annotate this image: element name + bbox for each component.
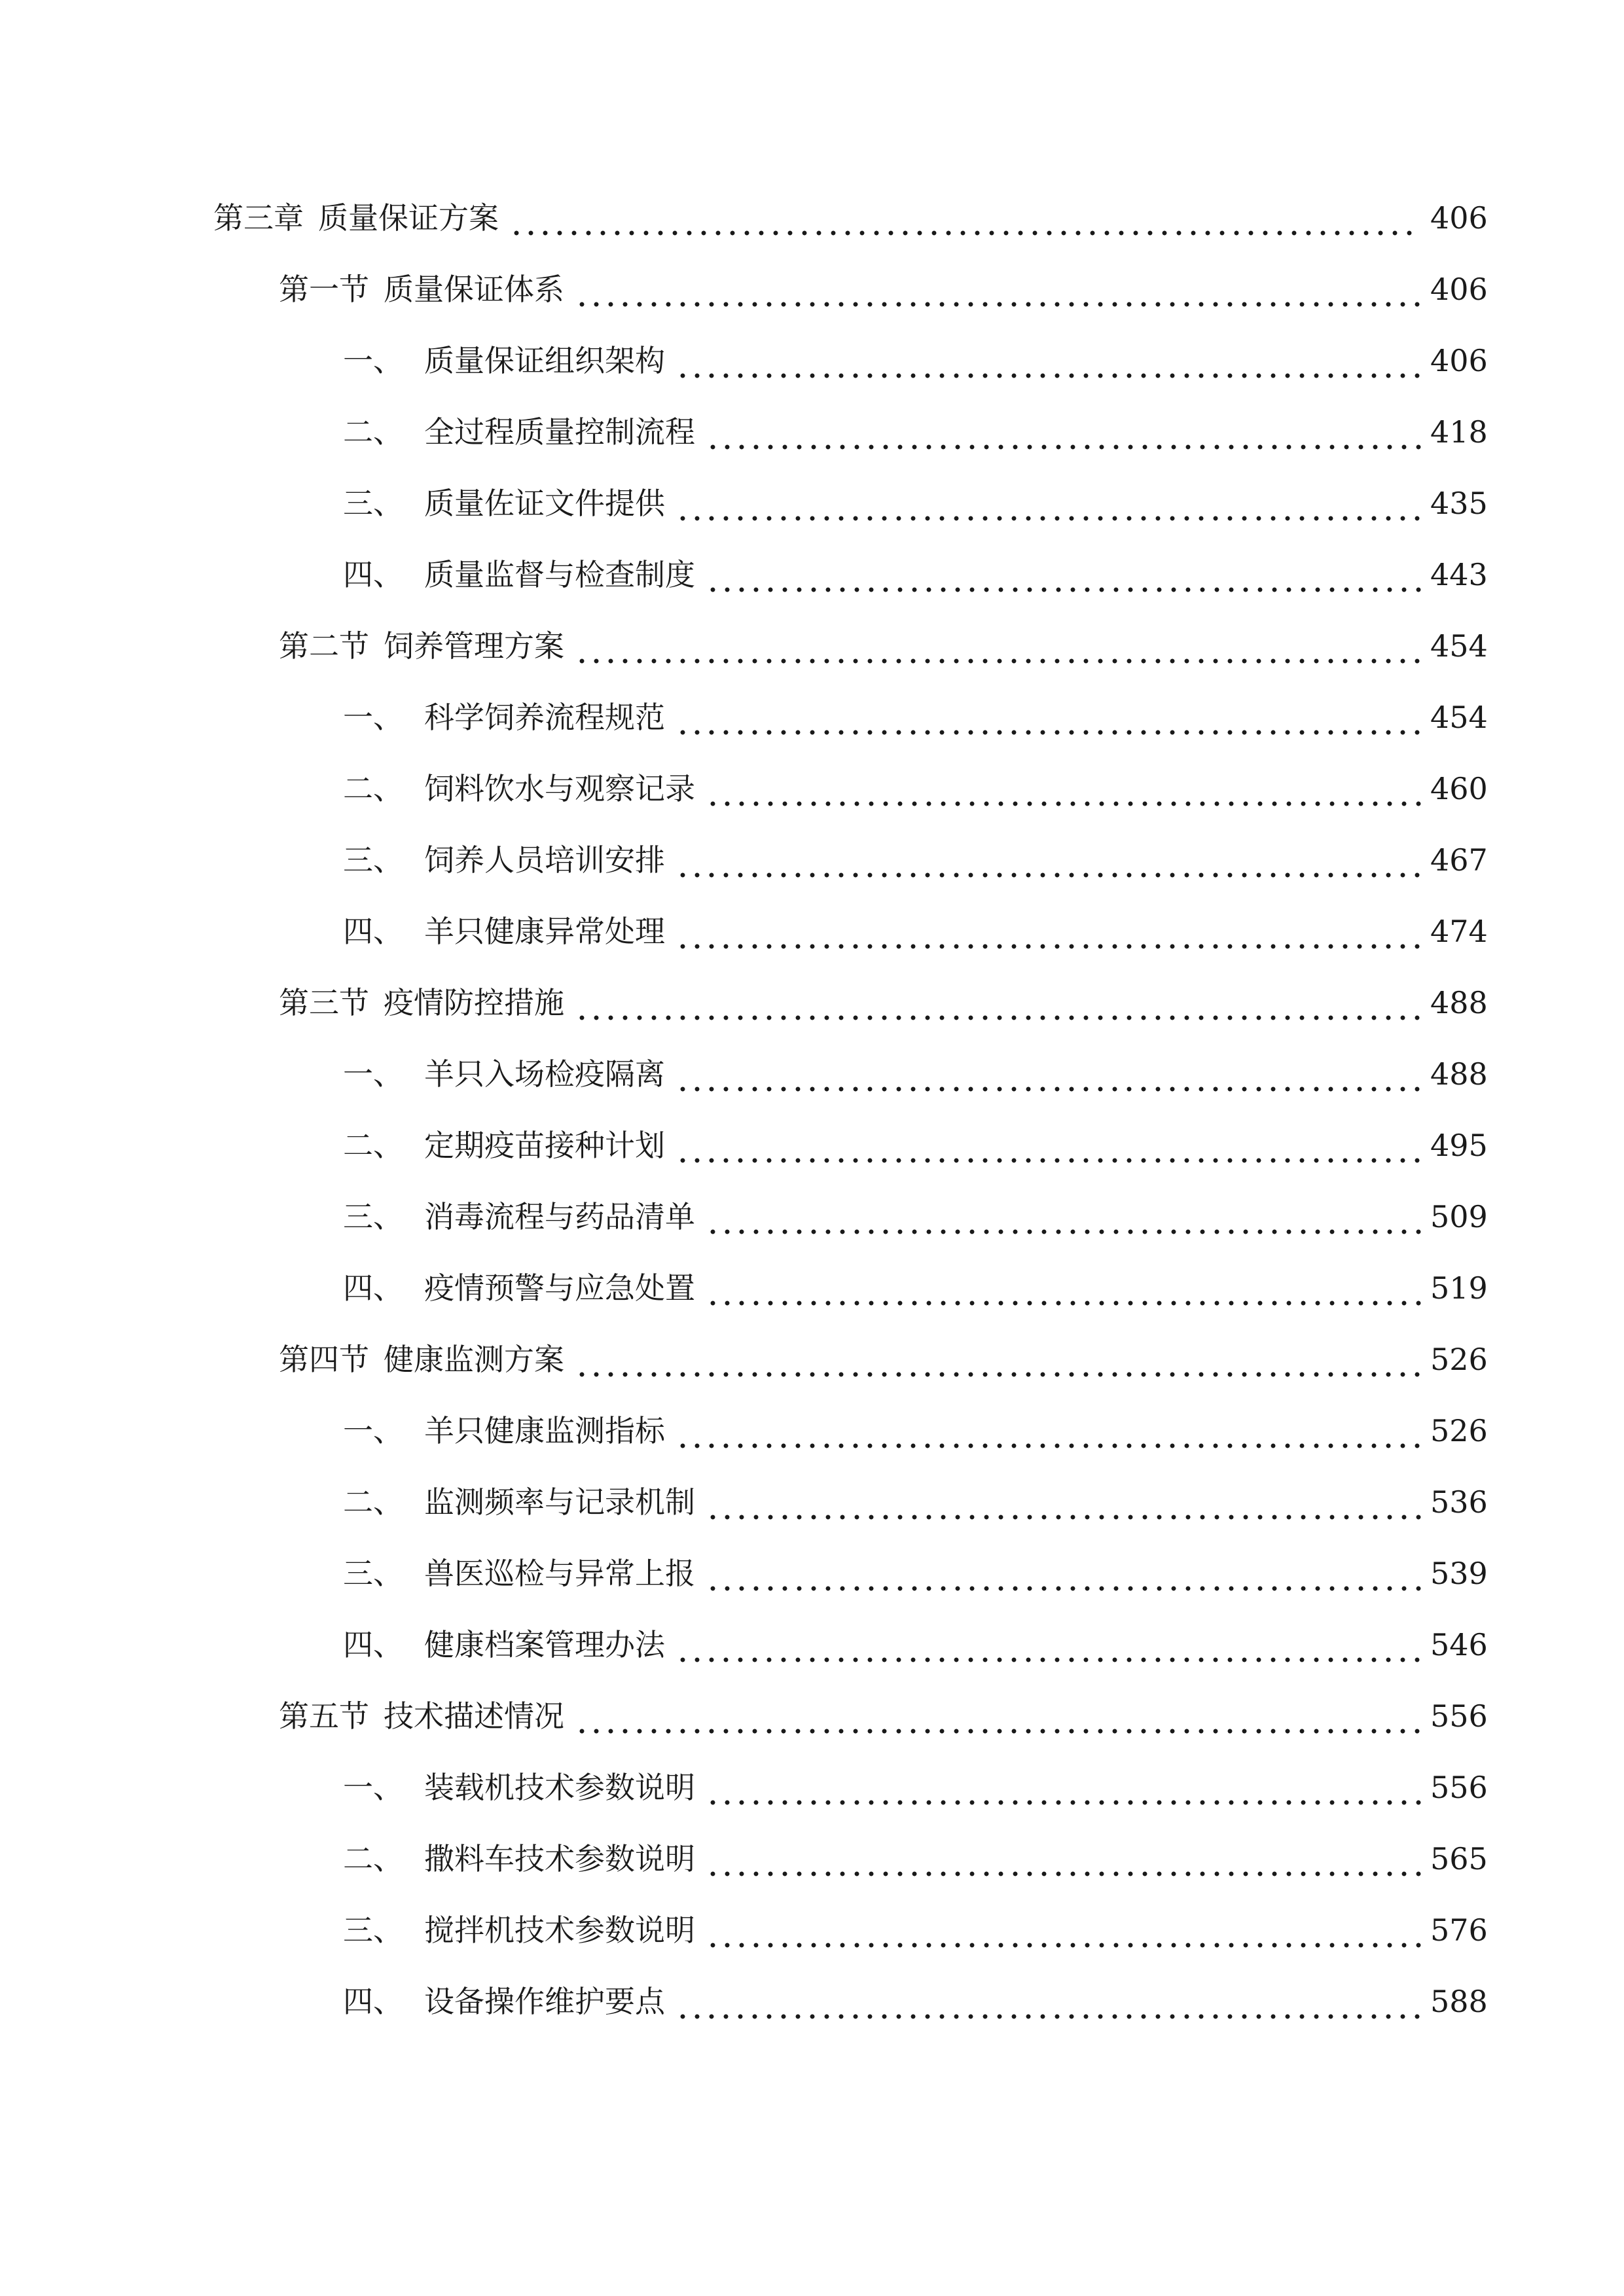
toc-section-entry[interactable] (279, 1690, 1488, 1742)
dot-leader (676, 334, 1421, 387)
dot-leader (706, 1547, 1421, 1600)
toc-item-entry[interactable] (343, 477, 1488, 529)
toc-chapter-entry[interactable] (213, 192, 1488, 244)
toc-item-number: 二、 (343, 771, 403, 806)
toc-item-number: 二、 (343, 1841, 403, 1876)
toc-item-title: 羊只健康监测指标 (424, 1413, 665, 1448)
dot-leader (676, 477, 1421, 529)
toc-item-number: 二、 (343, 1128, 403, 1163)
toc-section-title: 健康监测方案 (384, 1342, 564, 1377)
toc-item-title: 羊只入场检疫隔离 (424, 1056, 665, 1092)
toc-item-entry[interactable] (343, 1048, 1488, 1100)
toc-section-title: 质量保证体系 (384, 272, 564, 307)
toc-section-entry[interactable] (279, 1333, 1488, 1386)
toc-page-number: 406 (1430, 272, 1488, 307)
dot-leader (575, 620, 1421, 672)
toc-item-title: 质量保证组织架构 (424, 343, 665, 378)
toc-section-title: 技术描述情况 (384, 1698, 564, 1734)
toc-item-entry[interactable] (343, 1405, 1488, 1457)
dot-leader (676, 1119, 1421, 1172)
toc-page-number: 474 (1430, 914, 1488, 949)
toc-item-entry[interactable] (343, 548, 1488, 601)
toc-item-number: 四、 (343, 914, 403, 949)
toc-item-entry[interactable] (343, 1476, 1488, 1528)
toc-page-number: 565 (1430, 1841, 1488, 1876)
toc-page-number: 488 (1430, 1056, 1488, 1092)
toc-item-title: 定期疫苗接种计划 (424, 1128, 665, 1163)
toc-page-number: 519 (1430, 1270, 1488, 1306)
toc-section-entry[interactable] (279, 263, 1488, 315)
toc-page-number: 539 (1430, 1556, 1488, 1591)
toc-section-number: 第二节 (279, 628, 369, 664)
toc-item-entry[interactable] (343, 905, 1488, 958)
dot-leader (676, 834, 1421, 886)
dot-leader (706, 1833, 1421, 1885)
toc-item-number: 四、 (343, 557, 403, 592)
toc-section-entry[interactable] (279, 620, 1488, 672)
toc-page-number: 526 (1430, 1342, 1488, 1377)
dot-leader (575, 977, 1421, 1029)
toc-page-number: 443 (1430, 557, 1488, 592)
dot-leader (706, 1761, 1421, 1814)
toc-item-title: 全过程质量控制流程 (424, 414, 695, 450)
dot-leader (706, 1476, 1421, 1528)
toc-page-number: 495 (1430, 1128, 1488, 1163)
dot-leader (676, 905, 1421, 958)
toc-item-title: 健康档案管理办法 (424, 1627, 665, 1662)
dot-leader (676, 691, 1421, 744)
toc-item-number: 一、 (343, 1770, 403, 1805)
toc-item-entry[interactable] (343, 1833, 1488, 1885)
toc-section-number: 第一节 (279, 272, 369, 307)
toc-item-entry[interactable] (343, 406, 1488, 458)
toc-item-number: 一、 (343, 343, 403, 378)
toc-item-title: 羊只健康异常处理 (424, 914, 665, 949)
toc-item-entry[interactable] (343, 1761, 1488, 1814)
toc-page-number: 467 (1430, 842, 1488, 878)
toc-item-entry[interactable] (343, 1191, 1488, 1243)
toc-page-number: 406 (1430, 343, 1488, 378)
dot-leader (706, 1904, 1421, 1956)
toc-chapter-title: 质量保证方案 (318, 200, 499, 236)
toc-item-title: 监测频率与记录机制 (424, 1484, 695, 1520)
toc-item-number: 三、 (343, 486, 403, 521)
toc-page-number: 576 (1430, 1912, 1488, 1948)
toc-item-entry[interactable] (343, 762, 1488, 815)
dot-leader (676, 1405, 1421, 1457)
toc-page-number: 556 (1430, 1698, 1488, 1734)
toc-item-title: 消毒流程与药品清单 (424, 1199, 695, 1234)
toc-item-entry[interactable] (343, 1619, 1488, 1671)
toc-section-entry[interactable] (279, 977, 1488, 1029)
toc-item-entry[interactable] (343, 334, 1488, 387)
toc-item-number: 四、 (343, 1270, 403, 1306)
dot-leader (575, 1333, 1421, 1386)
toc-section-number: 第三节 (279, 985, 369, 1020)
toc-page-number: 406 (1430, 200, 1488, 236)
toc-item-number: 四、 (343, 1984, 403, 2019)
dot-leader (706, 1191, 1421, 1243)
toc-page-number: 588 (1430, 1984, 1488, 2019)
toc-section-title: 疫情防控措施 (384, 985, 564, 1020)
toc-chapter-number: 第三章 (213, 200, 304, 236)
toc-item-title: 撒料车技术参数说明 (424, 1841, 695, 1876)
toc-section-title: 饲养管理方案 (384, 628, 564, 664)
toc-item-number: 一、 (343, 700, 403, 735)
dot-leader (706, 548, 1421, 601)
toc-item-entry[interactable] (343, 834, 1488, 886)
dot-leader (676, 1048, 1421, 1100)
toc-item-title: 装载机技术参数说明 (424, 1770, 695, 1805)
toc-item-entry[interactable] (343, 1262, 1488, 1314)
toc-page-number: 454 (1430, 628, 1488, 664)
toc-item-title: 质量监督与检查制度 (424, 557, 695, 592)
toc-section-number: 第四节 (279, 1342, 369, 1377)
toc-page-number: 418 (1430, 414, 1488, 450)
toc-item-number: 三、 (343, 842, 403, 878)
toc-item-number: 四、 (343, 1627, 403, 1662)
toc-item-entry[interactable] (343, 1547, 1488, 1600)
toc-page-number: 556 (1430, 1770, 1488, 1805)
toc-item-title: 兽医巡检与异常上报 (424, 1556, 695, 1591)
dot-leader (676, 1975, 1421, 2028)
dot-leader (706, 406, 1421, 458)
toc-item-title: 设备操作维护要点 (424, 1984, 665, 2019)
toc-item-number: 二、 (343, 1484, 403, 1520)
dot-leader (706, 762, 1421, 815)
toc-item-number: 一、 (343, 1413, 403, 1448)
toc-page-number: 526 (1430, 1413, 1488, 1448)
toc-page-number: 435 (1430, 486, 1488, 521)
toc-page-number: 460 (1430, 771, 1488, 806)
dot-leader (575, 263, 1421, 315)
toc-item-title: 饲料饮水与观察记录 (424, 771, 695, 806)
toc-page-number: 488 (1430, 985, 1488, 1020)
toc-item-title: 搅拌机技术参数说明 (424, 1912, 695, 1948)
toc-page-number: 546 (1430, 1627, 1488, 1662)
toc-item-title: 饲养人员培训安排 (424, 842, 665, 878)
toc-item-number: 三、 (343, 1912, 403, 1948)
toc-item-title: 质量佐证文件提供 (424, 486, 665, 521)
toc-item-number: 三、 (343, 1556, 403, 1591)
dot-leader (509, 192, 1421, 244)
dot-leader (706, 1262, 1421, 1314)
toc-page-number: 536 (1430, 1484, 1488, 1520)
toc-page-number: 454 (1430, 700, 1488, 735)
toc-section-number: 第五节 (279, 1698, 369, 1734)
toc-item-title: 科学饲养流程规范 (424, 700, 665, 735)
toc-page-number: 509 (1430, 1199, 1488, 1234)
toc-item-number: 二、 (343, 414, 403, 450)
dot-leader (676, 1619, 1421, 1671)
toc-item-entry[interactable] (343, 691, 1488, 744)
dot-leader (575, 1690, 1421, 1742)
toc-item-number: 三、 (343, 1199, 403, 1234)
toc-item-title: 疫情预警与应急处置 (424, 1270, 695, 1306)
toc-item-entry[interactable] (343, 1975, 1488, 2028)
toc-item-entry[interactable] (343, 1119, 1488, 1172)
toc-item-number: 一、 (343, 1056, 403, 1092)
toc-item-entry[interactable] (343, 1904, 1488, 1956)
